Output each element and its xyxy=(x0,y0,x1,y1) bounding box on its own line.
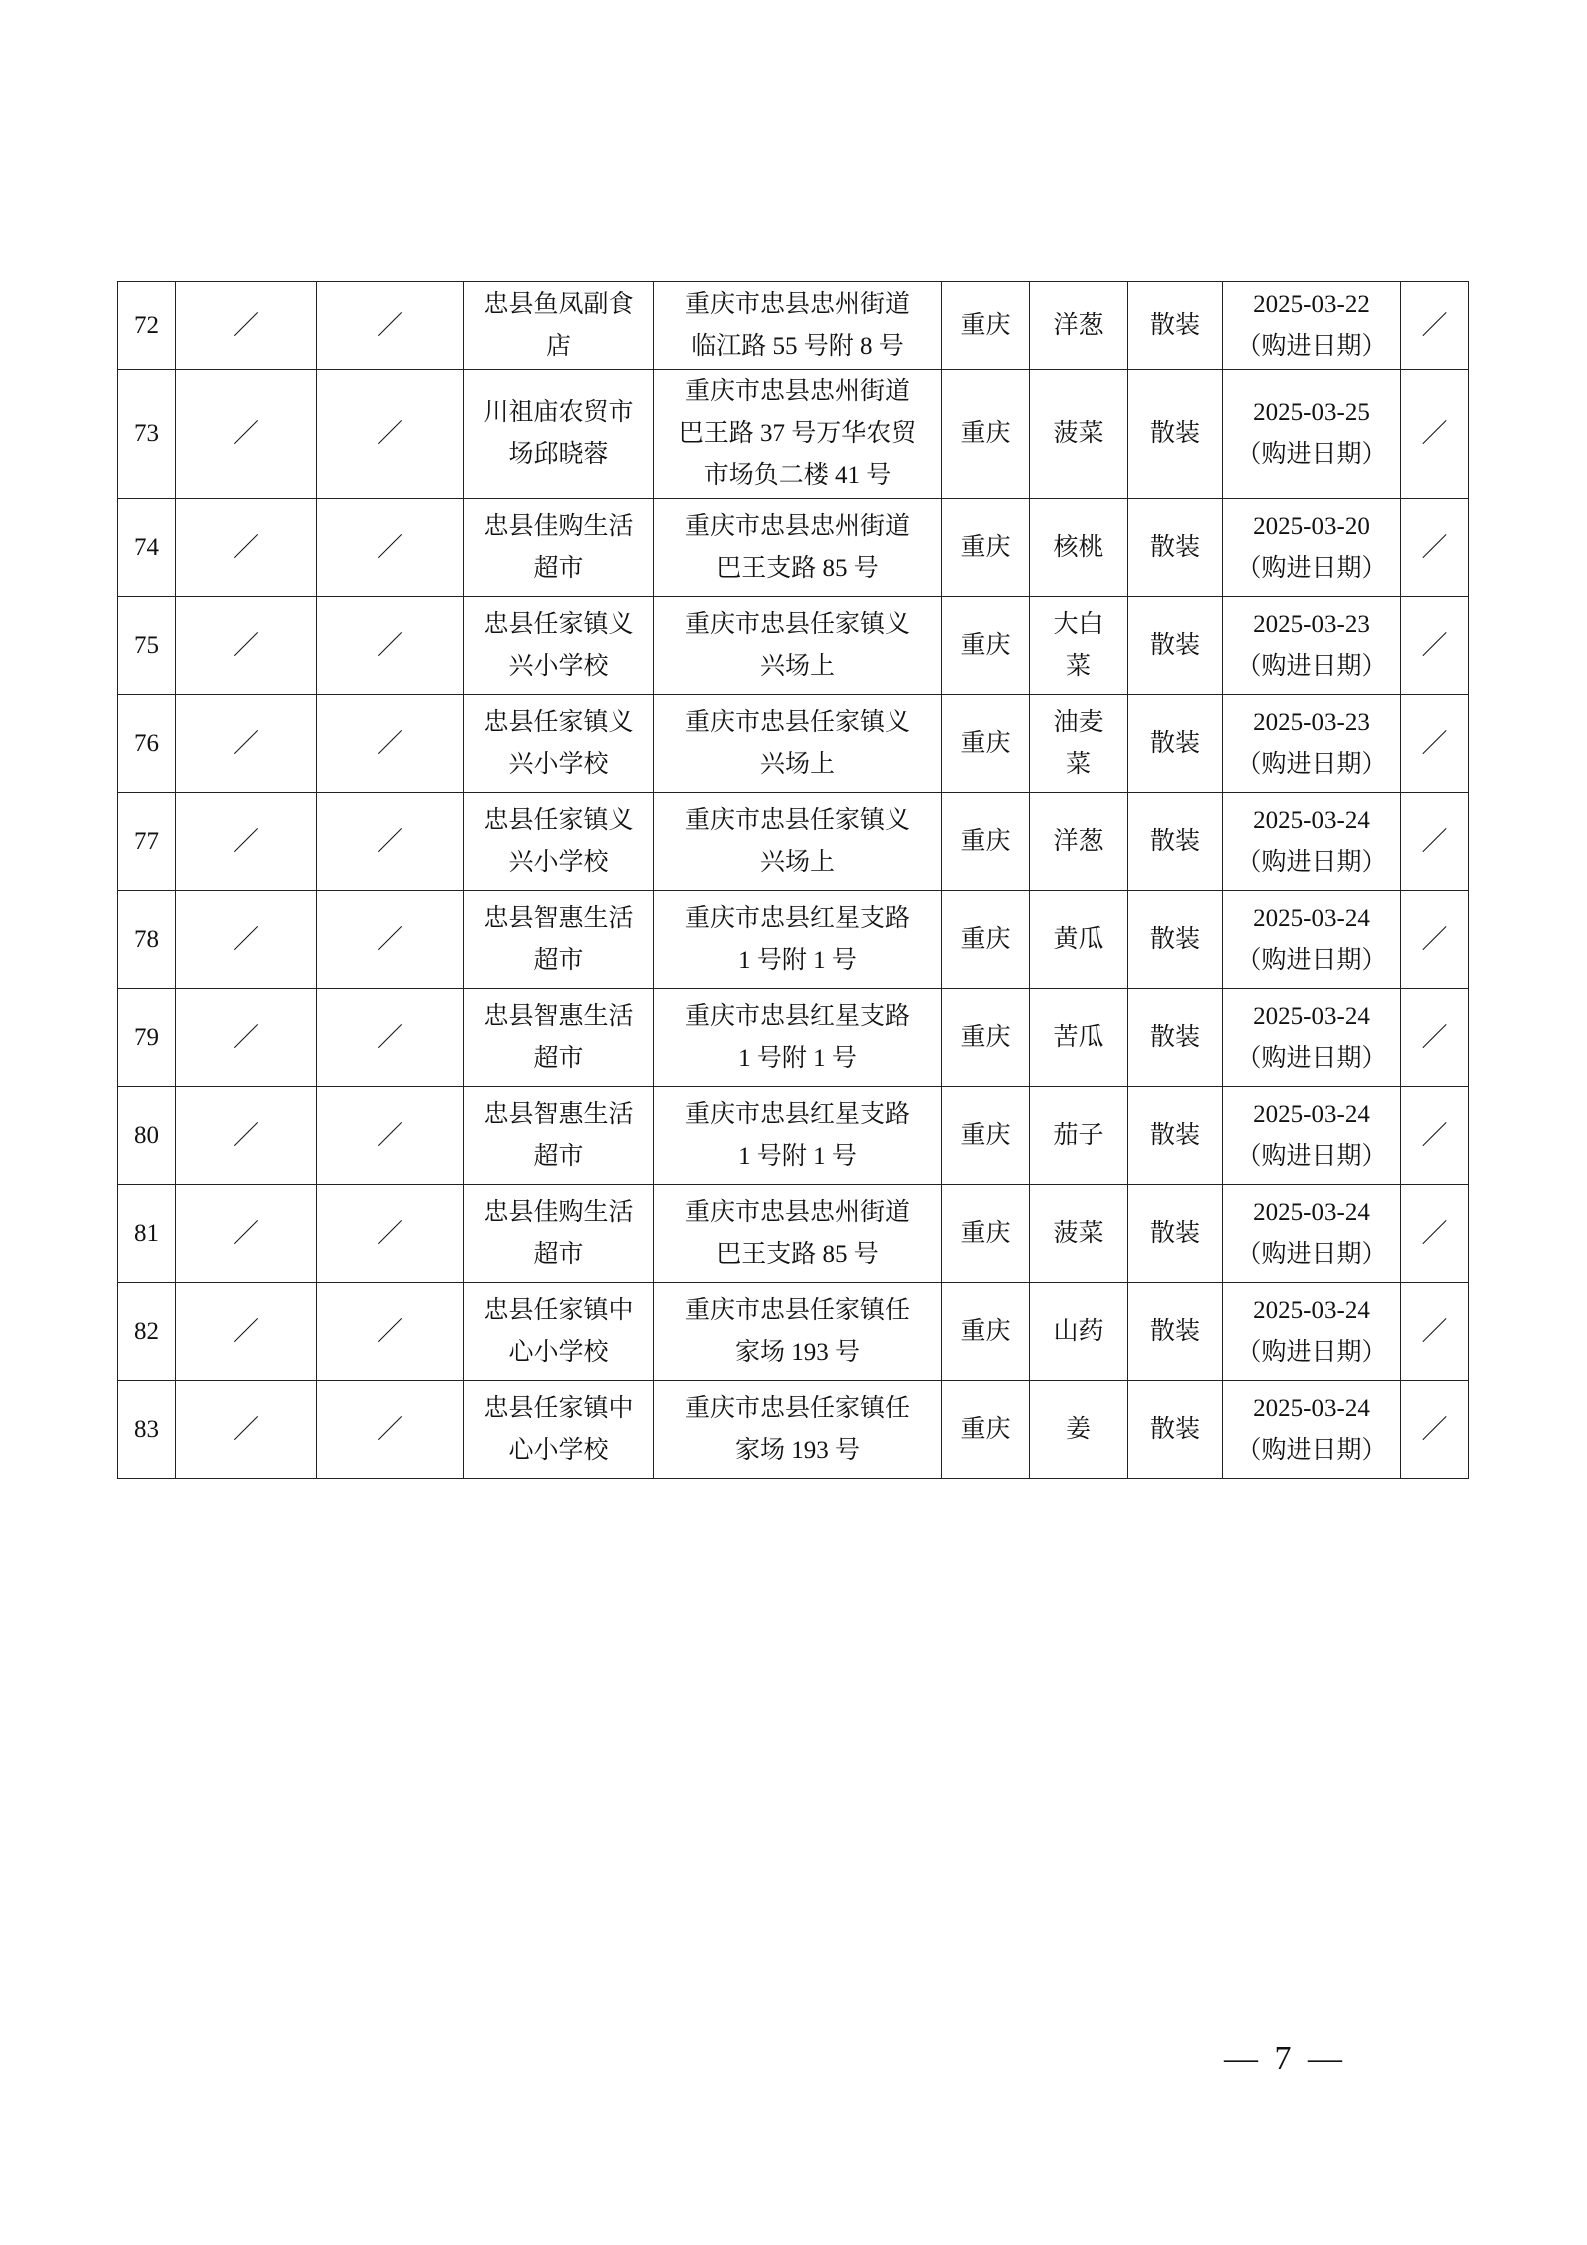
table-row xyxy=(118,1283,1469,1381)
cell-empty-slash: ／ xyxy=(1401,793,1469,891)
cell-text-line: 忠县智惠生活 xyxy=(483,1002,634,1030)
cell-text-line: 重庆市忠县任家镇任 xyxy=(684,1394,910,1422)
cell-text-line: 兴场上 xyxy=(759,848,835,876)
cell-text-line: 2025-03-24 xyxy=(1253,1296,1370,1324)
cell-empty-slash: ／ xyxy=(317,597,464,695)
table-row xyxy=(118,1087,1469,1185)
cell-purchase-date xyxy=(1223,1283,1401,1381)
cell-text-line: 忠县鱼凤副食 xyxy=(483,290,634,318)
cell-serial-number: 76 xyxy=(118,695,176,793)
cell-specification: 散装 xyxy=(1128,499,1223,597)
cell-text-line: 忠县佳购生活 xyxy=(483,512,634,540)
cell-text-line: 姜 xyxy=(1065,1415,1091,1443)
cell-text-line: 1 号附 1 号 xyxy=(738,946,857,974)
cell-product-name xyxy=(1030,1185,1128,1283)
cell-text-line: 重庆市忠县忠州街道 xyxy=(684,378,910,405)
cell-origin: 重庆 xyxy=(942,695,1030,793)
cell-text-line: 超市 xyxy=(533,1044,584,1072)
cell-empty-slash: ／ xyxy=(317,793,464,891)
cell-unit-address xyxy=(654,1381,942,1479)
cell-text-line: 家场 193 号 xyxy=(734,1436,860,1464)
cell-purchase-date xyxy=(1223,1087,1401,1185)
cell-text-line: 巴王支路 85 号 xyxy=(716,554,879,582)
cell-unit-address xyxy=(654,1087,942,1185)
cell-text-line: 洋葱 xyxy=(1053,311,1104,339)
cell-sampled-unit xyxy=(464,1087,654,1185)
cell-empty-slash: ／ xyxy=(1401,370,1469,499)
cell-empty-slash: ／ xyxy=(176,1381,317,1479)
cell-empty-slash: ／ xyxy=(176,1185,317,1283)
cell-empty-slash: ／ xyxy=(176,282,317,370)
cell-text-line: （购进日期） xyxy=(1236,946,1387,974)
cell-origin: 重庆 xyxy=(942,1185,1030,1283)
cell-serial-number: 72 xyxy=(118,282,176,370)
cell-text-line: 2025-03-25 xyxy=(1253,399,1370,426)
cell-sampled-unit xyxy=(464,793,654,891)
cell-text-line: 超市 xyxy=(533,946,584,974)
cell-purchase-date xyxy=(1223,793,1401,891)
cell-text-line: 重庆市忠县忠州街道 xyxy=(684,1198,910,1226)
cell-text-line: 重庆市忠县任家镇义 xyxy=(684,708,910,736)
cell-specification: 散装 xyxy=(1128,370,1223,499)
cell-serial-number: 78 xyxy=(118,891,176,989)
cell-text-line: 苦瓜 xyxy=(1053,1023,1104,1051)
cell-text-line: 忠县任家镇义 xyxy=(483,806,634,834)
cell-empty-slash: ／ xyxy=(317,1283,464,1381)
cell-origin: 重庆 xyxy=(942,499,1030,597)
cell-text-line: 忠县智惠生活 xyxy=(483,904,634,932)
table-row xyxy=(118,1381,1469,1479)
cell-serial-number: 83 xyxy=(118,1381,176,1479)
cell-text-line: 心小学校 xyxy=(508,1436,609,1464)
cell-product-name xyxy=(1030,1283,1128,1381)
cell-text-line: 重庆市忠县红星支路 xyxy=(684,1002,910,1030)
cell-text-line: 心小学校 xyxy=(508,1338,609,1366)
cell-text-line: （购进日期） xyxy=(1236,848,1387,876)
cell-text-line: 店 xyxy=(545,332,571,360)
cell-empty-slash: ／ xyxy=(1401,1087,1469,1185)
cell-product-name xyxy=(1030,989,1128,1087)
cell-text-line: （购进日期） xyxy=(1236,554,1387,582)
cell-unit-address xyxy=(654,1283,942,1381)
cell-serial-number: 80 xyxy=(118,1087,176,1185)
cell-unit-address xyxy=(654,499,942,597)
cell-text-line: 兴场上 xyxy=(759,652,835,680)
cell-text-line: 忠县佳购生活 xyxy=(483,1198,634,1226)
cell-origin: 重庆 xyxy=(942,1087,1030,1185)
cell-empty-slash: ／ xyxy=(176,1283,317,1381)
cell-purchase-date xyxy=(1223,370,1401,499)
cell-text-line: 重庆市忠县任家镇任 xyxy=(684,1296,910,1324)
cell-empty-slash: ／ xyxy=(1401,891,1469,989)
cell-text-line: 2025-03-23 xyxy=(1253,610,1370,638)
cell-text-line: 家场 193 号 xyxy=(734,1338,860,1366)
cell-text-line: 超市 xyxy=(533,1142,584,1170)
cell-text-line: 川祖庙农贸市 xyxy=(483,399,634,426)
cell-text-line: 菜 xyxy=(1065,652,1091,680)
cell-text-line: （购进日期） xyxy=(1236,1436,1387,1464)
cell-empty-slash: ／ xyxy=(317,1185,464,1283)
cell-text-line: 菠菜 xyxy=(1053,1219,1104,1247)
cell-text-line: 忠县任家镇义 xyxy=(483,708,634,736)
cell-text-line: 忠县任家镇中 xyxy=(483,1296,634,1324)
cell-text-line: 重庆市忠县忠州街道 xyxy=(684,512,910,540)
cell-specification: 散装 xyxy=(1128,989,1223,1087)
cell-text-line: （购进日期） xyxy=(1236,750,1387,778)
cell-purchase-date xyxy=(1223,499,1401,597)
cell-text-line: （购进日期） xyxy=(1236,1044,1387,1072)
cell-empty-slash: ／ xyxy=(1401,499,1469,597)
cell-product-name xyxy=(1030,370,1128,499)
cell-purchase-date xyxy=(1223,891,1401,989)
cell-origin: 重庆 xyxy=(942,282,1030,370)
cell-serial-number: 73 xyxy=(118,370,176,499)
cell-text-line: 兴小学校 xyxy=(508,652,609,680)
cell-purchase-date xyxy=(1223,282,1401,370)
cell-text-line: 巴王路 37 号万华农贸 xyxy=(678,420,917,447)
table-row xyxy=(118,695,1469,793)
cell-serial-number: 79 xyxy=(118,989,176,1087)
cell-origin: 重庆 xyxy=(942,989,1030,1087)
cell-origin: 重庆 xyxy=(942,1381,1030,1479)
cell-empty-slash: ／ xyxy=(176,1087,317,1185)
cell-unit-address xyxy=(654,370,942,499)
cell-sampled-unit xyxy=(464,1283,654,1381)
cell-specification: 散装 xyxy=(1128,597,1223,695)
cell-text-line: 黄瓜 xyxy=(1053,925,1104,953)
cell-empty-slash: ／ xyxy=(317,499,464,597)
cell-text-line: （购进日期） xyxy=(1236,1240,1387,1268)
cell-serial-number: 74 xyxy=(118,499,176,597)
cell-text-line: 忠县任家镇中 xyxy=(483,1394,634,1422)
cell-unit-address xyxy=(654,891,942,989)
cell-sampled-unit xyxy=(464,1185,654,1283)
cell-product-name xyxy=(1030,793,1128,891)
cell-specification: 散装 xyxy=(1128,1185,1223,1283)
cell-empty-slash: ／ xyxy=(317,370,464,499)
cell-text-line: 重庆市忠县红星支路 xyxy=(684,1100,910,1128)
cell-purchase-date xyxy=(1223,989,1401,1087)
cell-empty-slash: ／ xyxy=(317,282,464,370)
cell-text-line: 2025-03-22 xyxy=(1253,290,1370,318)
cell-specification: 散装 xyxy=(1128,282,1223,370)
cell-text-line: 2025-03-23 xyxy=(1253,708,1370,736)
cell-purchase-date xyxy=(1223,1381,1401,1479)
cell-text-line: 油麦 xyxy=(1053,708,1104,736)
cell-text-line: 重庆市忠县红星支路 xyxy=(684,904,910,932)
cell-empty-slash: ／ xyxy=(176,695,317,793)
cell-text-line: 2025-03-24 xyxy=(1253,1002,1370,1030)
cell-specification: 散装 xyxy=(1128,1087,1223,1185)
cell-text-line: 兴场上 xyxy=(759,750,835,778)
cell-serial-number: 82 xyxy=(118,1283,176,1381)
cell-specification: 散装 xyxy=(1128,891,1223,989)
cell-origin: 重庆 xyxy=(942,597,1030,695)
cell-empty-slash: ／ xyxy=(1401,1185,1469,1283)
cell-product-name xyxy=(1030,891,1128,989)
cell-text-line: 2025-03-24 xyxy=(1253,904,1370,932)
cell-text-line: 菠菜 xyxy=(1053,420,1104,447)
cell-text-line: 超市 xyxy=(533,554,584,582)
cell-empty-slash: ／ xyxy=(317,891,464,989)
cell-empty-slash: ／ xyxy=(317,695,464,793)
cell-product-name xyxy=(1030,282,1128,370)
cell-text-line: 兴小学校 xyxy=(508,848,609,876)
cell-empty-slash: ／ xyxy=(1401,282,1469,370)
table-row xyxy=(118,597,1469,695)
cell-text-line: 2025-03-24 xyxy=(1253,1198,1370,1226)
cell-empty-slash: ／ xyxy=(176,793,317,891)
cell-text-line: （购进日期） xyxy=(1236,652,1387,680)
cell-unit-address xyxy=(654,695,942,793)
cell-purchase-date xyxy=(1223,597,1401,695)
cell-text-line: 菜 xyxy=(1065,750,1091,778)
cell-text-line: 大白 xyxy=(1053,610,1104,638)
cell-text-line: 2025-03-24 xyxy=(1253,1394,1370,1422)
cell-text-line: （购进日期） xyxy=(1236,441,1387,468)
table-row xyxy=(118,282,1469,370)
table-row xyxy=(118,499,1469,597)
cell-unit-address xyxy=(654,1185,942,1283)
cell-text-line: 重庆市忠县任家镇义 xyxy=(684,806,910,834)
table-row xyxy=(118,1185,1469,1283)
cell-origin: 重庆 xyxy=(942,891,1030,989)
cell-text-line: 山药 xyxy=(1053,1317,1104,1345)
cell-purchase-date xyxy=(1223,695,1401,793)
cell-serial-number: 77 xyxy=(118,793,176,891)
page-number: — 7 — xyxy=(1224,2040,1346,2077)
cell-empty-slash: ／ xyxy=(176,370,317,499)
cell-text-line: 1 号附 1 号 xyxy=(738,1142,857,1170)
cell-specification: 散装 xyxy=(1128,695,1223,793)
cell-origin: 重庆 xyxy=(942,1283,1030,1381)
cell-product-name xyxy=(1030,1087,1128,1185)
cell-unit-address xyxy=(654,793,942,891)
cell-empty-slash: ／ xyxy=(176,597,317,695)
table-row xyxy=(118,370,1469,499)
cell-text-line: 2025-03-20 xyxy=(1253,512,1370,540)
cell-text-line: 重庆市忠县忠州街道 xyxy=(684,290,910,318)
table-row xyxy=(118,891,1469,989)
cell-text-line: 茄子 xyxy=(1053,1121,1104,1149)
cell-unit-address xyxy=(654,989,942,1087)
cell-product-name xyxy=(1030,597,1128,695)
cell-text-line: 超市 xyxy=(533,1240,584,1268)
cell-empty-slash: ／ xyxy=(1401,695,1469,793)
cell-sampled-unit xyxy=(464,597,654,695)
cell-text-line: 场邱晓蓉 xyxy=(508,441,609,468)
cell-sampled-unit xyxy=(464,499,654,597)
cell-sampled-unit xyxy=(464,1381,654,1479)
cell-text-line: 核桃 xyxy=(1053,533,1104,561)
cell-product-name xyxy=(1030,1381,1128,1479)
cell-text-line: 忠县任家镇义 xyxy=(483,610,634,638)
cell-empty-slash: ／ xyxy=(1401,989,1469,1087)
cell-specification: 散装 xyxy=(1128,1283,1223,1381)
cell-empty-slash: ／ xyxy=(317,989,464,1087)
cell-text-line: 临江路 55 号附 8 号 xyxy=(691,332,904,360)
cell-serial-number: 75 xyxy=(118,597,176,695)
cell-sampled-unit xyxy=(464,370,654,499)
cell-sampled-unit xyxy=(464,695,654,793)
cell-text-line: 忠县智惠生活 xyxy=(483,1100,634,1128)
cell-text-line: 2025-03-24 xyxy=(1253,806,1370,834)
cell-empty-slash: ／ xyxy=(176,499,317,597)
cell-empty-slash: ／ xyxy=(1401,1283,1469,1381)
cell-origin: 重庆 xyxy=(942,370,1030,499)
cell-product-name xyxy=(1030,499,1128,597)
cell-serial-number: 81 xyxy=(118,1185,176,1283)
cell-text-line: 重庆市忠县任家镇义 xyxy=(684,610,910,638)
cell-empty-slash: ／ xyxy=(176,989,317,1087)
cell-unit-address xyxy=(654,597,942,695)
cell-specification: 散装 xyxy=(1128,1381,1223,1479)
cell-empty-slash: ／ xyxy=(317,1087,464,1185)
cell-specification: 散装 xyxy=(1128,793,1223,891)
cell-text-line: 洋葱 xyxy=(1053,827,1104,855)
table-row xyxy=(118,793,1469,891)
cell-empty-slash: ／ xyxy=(176,891,317,989)
cell-sampled-unit xyxy=(464,282,654,370)
cell-text-line: 巴王支路 85 号 xyxy=(716,1240,879,1268)
cell-empty-slash: ／ xyxy=(1401,1381,1469,1479)
cell-text-line: 市场负二楼 41 号 xyxy=(703,462,892,489)
cell-origin: 重庆 xyxy=(942,793,1030,891)
cell-purchase-date xyxy=(1223,1185,1401,1283)
cell-text-line: 1 号附 1 号 xyxy=(738,1044,857,1072)
cell-text-line: （购进日期） xyxy=(1236,1142,1387,1170)
cell-empty-slash: ／ xyxy=(317,1381,464,1479)
cell-text-line: （购进日期） xyxy=(1236,332,1387,360)
cell-sampled-unit xyxy=(464,989,654,1087)
cell-sampled-unit xyxy=(464,891,654,989)
cell-text-line: 2025-03-24 xyxy=(1253,1100,1370,1128)
table-row xyxy=(118,989,1469,1087)
cell-empty-slash: ／ xyxy=(1401,597,1469,695)
cell-product-name xyxy=(1030,695,1128,793)
sampling-table xyxy=(117,281,1469,1479)
table-body xyxy=(118,282,1469,1479)
cell-unit-address xyxy=(654,282,942,370)
cell-text-line: 兴小学校 xyxy=(508,750,609,778)
cell-text-line: （购进日期） xyxy=(1236,1338,1387,1366)
